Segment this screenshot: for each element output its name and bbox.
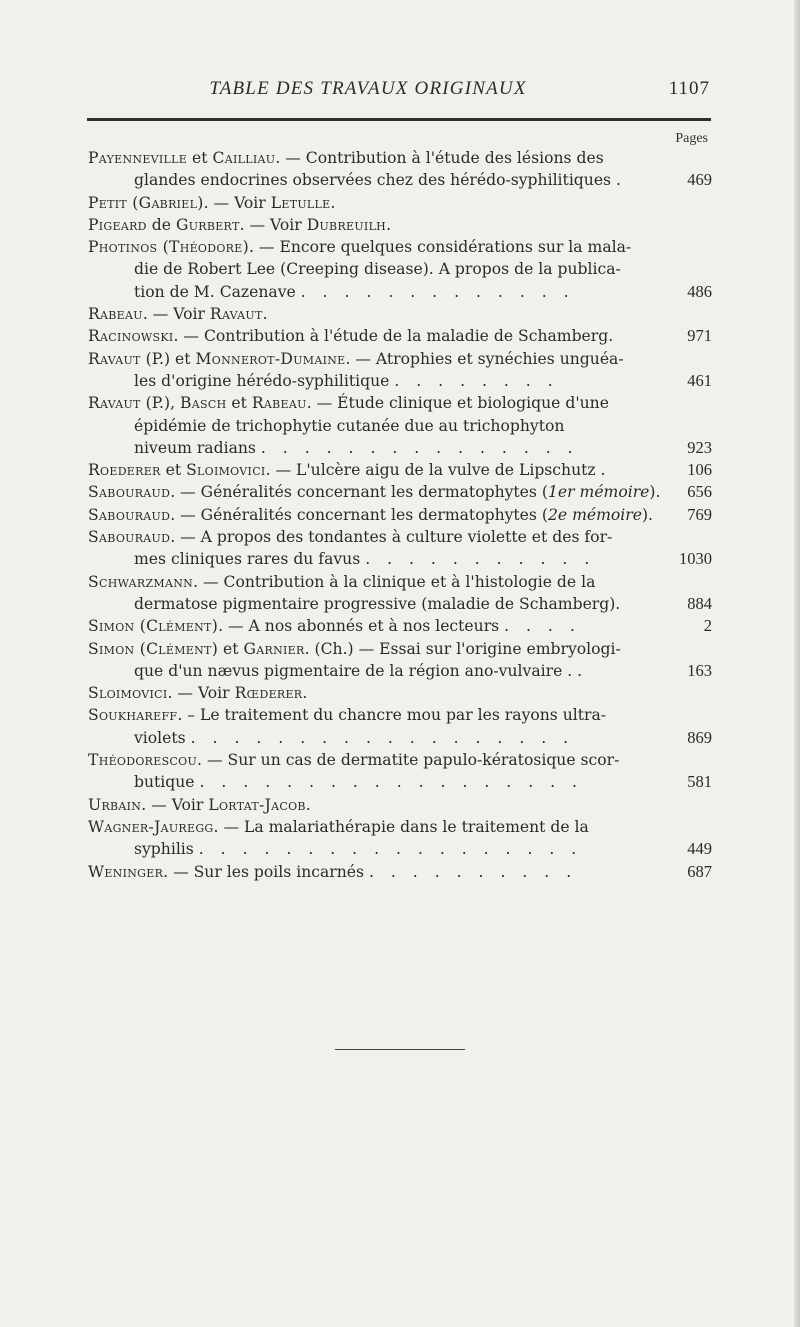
entry-line (88, 682, 650, 704)
entry-text: 1er mémoire (547, 483, 650, 502)
entry-text: . — Contribution à la clinique et à l'histologie de la (193, 572, 596, 591)
entry-text: et (218, 639, 244, 658)
entry-line (88, 169, 650, 191)
leader-dots: . . . . . . . . . . (368, 862, 578, 881)
entry-text: ). (641, 505, 653, 524)
entry-text: et (187, 149, 213, 167)
entry-text: dermatose pigmentaire progressive (maladie de Schamberg). (134, 594, 621, 613)
leader-dots: . . . . . . . . . . . . . . . . . . (190, 728, 575, 747)
author-name: Ravaut (88, 394, 141, 413)
index-entry (88, 348, 712, 393)
entry-line (88, 236, 650, 258)
author-name: Sloimovici (88, 684, 168, 703)
page-ref: 469 (687, 170, 712, 190)
entry-line (88, 571, 650, 593)
author-name: Rabeau (251, 394, 307, 413)
index-entry (88, 682, 712, 704)
entry-text: butique (134, 773, 200, 792)
leader-dots: . . . . (504, 617, 581, 636)
entry-text: . — Atrophies et synéchies unguéa- (345, 349, 624, 368)
entry-text: violets (134, 728, 191, 747)
leader-dots: . . . . . . . . . . . . . . . . . . (199, 773, 583, 792)
running-title: TABLE DES TRAVAUX ORIGINAUX (209, 78, 527, 99)
page-ref: 1030 (679, 549, 712, 569)
author-name: Rœderer (234, 684, 303, 703)
entry-text: glandes endocrines observées chez des hérédo-syphilitiques . (134, 171, 621, 190)
entry-text: . (262, 305, 268, 324)
author-name: Letulle (270, 193, 331, 212)
entry-line (88, 749, 650, 771)
author-name: Petit (Gabriel) (88, 193, 204, 212)
entry-line (88, 704, 650, 726)
end-rule (335, 1049, 465, 1050)
entry-text: mes cliniques rares du favus (134, 550, 366, 569)
entry-text: que d'un nævus pigmentaire de la région ano-vulvaire . . (134, 661, 583, 680)
page-ref: 163 (687, 660, 712, 680)
leader-dots: . . . . . . . . . . . (365, 550, 596, 569)
page-ref: 461 (687, 370, 712, 390)
entry-line (88, 415, 650, 437)
author-name: Gurbert (175, 215, 240, 234)
entry-text: . (386, 215, 392, 234)
entry-text: . (302, 684, 308, 703)
entry-text: et (226, 394, 252, 413)
index-entry (88, 861, 712, 883)
entry-text: de (146, 215, 176, 234)
entry-line (88, 727, 650, 749)
page-ref: 656 (687, 482, 712, 502)
author-name: Urbain (88, 795, 142, 814)
index-entry (88, 392, 712, 459)
author-name: Lortat-Jacob (208, 795, 306, 814)
entry-line (88, 816, 650, 838)
index-entry (88, 526, 712, 571)
entry-line (88, 348, 650, 370)
entry-text: 2e mémoire (547, 505, 642, 524)
index-entry (88, 794, 712, 816)
entry-text: . — Sur les poils incarnés (163, 862, 369, 881)
entry-line (88, 794, 650, 816)
author-name: Monnerot-Dumaine (195, 349, 346, 368)
index-entry (88, 481, 712, 503)
page-ref: 971 (687, 326, 712, 346)
index-entry (88, 325, 712, 347)
index-entry (88, 704, 712, 749)
page-ref: 106 (687, 460, 712, 480)
page-ref: 923 (687, 437, 712, 457)
entry-text: . — Généralités concernant les dermatophytes ( (170, 505, 548, 524)
entry-line (88, 370, 650, 392)
entry-line (88, 459, 650, 481)
entry-text: . (305, 795, 311, 814)
entry-text: ). (649, 483, 661, 502)
entry-text: . — La malariathérapie dans le traitement de la (213, 817, 589, 836)
page-ref: 869 (687, 727, 712, 747)
index-entry (88, 192, 712, 214)
page-edge-shadow (794, 0, 800, 1327)
entry-text: . — Généralités concernant les dermatophytes ( (170, 483, 548, 502)
index-entry (88, 571, 712, 616)
page-ref: 486 (687, 281, 712, 301)
entry-text: . — Voir (239, 215, 307, 234)
author-name: Sabouraud (88, 528, 171, 547)
index-entry (88, 816, 712, 861)
entry-line (88, 325, 650, 347)
author-name: Ravaut (209, 305, 263, 324)
page-ref: 449 (687, 839, 712, 859)
author-name: Wagner-Jauregg (88, 817, 214, 836)
entry-text: . — Voir (141, 795, 209, 814)
entry-text: . — Voir (167, 684, 235, 703)
author-name: Photinos (Théodore) (88, 238, 249, 257)
entry-line (88, 258, 650, 280)
entry-line (88, 771, 650, 793)
author-name: Payenneville (88, 149, 188, 167)
page-ref: 769 (687, 504, 712, 524)
header-rule (87, 118, 711, 121)
entry-line (88, 214, 650, 236)
page-ref: 687 (687, 861, 712, 881)
entry-line (88, 504, 653, 526)
entry-line (88, 638, 650, 660)
author-name: Rabeau (88, 305, 143, 324)
leader-dots: . . . . . . . . . . . . . . . . . . (198, 840, 583, 859)
entry-line (88, 303, 650, 325)
entry-line (88, 437, 650, 459)
entry-text: . – Le traitement du chancre mou par les rayons ultra- (177, 706, 607, 725)
index-entries (88, 147, 712, 883)
entry-text: et (160, 461, 187, 480)
author-name: Basch (180, 394, 227, 413)
index-entry (88, 638, 712, 683)
author-name: Ravaut (88, 349, 141, 368)
entry-text: . — Sur un cas de dermatite papulo-kératosique scor- (197, 751, 620, 770)
entry-line (88, 147, 650, 169)
entry-line (88, 526, 650, 548)
index-entry (88, 236, 712, 303)
author-name: Pigeard (88, 215, 147, 234)
entry-text: . — Voir (203, 193, 271, 212)
entry-text: . — Voir (142, 305, 210, 324)
leader-dots: . . . . . . . . . . . . . . . (260, 438, 579, 457)
entry-text: syphilis (134, 840, 199, 859)
author-name: Simon (Clément) (88, 639, 219, 658)
entry-text: . — Contribution à l'étude des lésions des (275, 149, 604, 167)
entry-text: die de Robert Lee (Creeping disease). A propos de la publica- (134, 260, 621, 279)
entry-line (88, 548, 650, 570)
running-head (88, 78, 710, 108)
entry-line (88, 660, 650, 682)
index-entry (88, 214, 712, 236)
entry-text: tion de M. Cazenave (134, 282, 301, 301)
author-name: Sloimovici (186, 461, 266, 480)
index-entry (88, 147, 712, 192)
index-entry (88, 303, 712, 325)
entry-text: . — A propos des tondantes à culture violette et des for- (170, 528, 613, 547)
entry-line (88, 281, 650, 303)
page-ref: 2 (703, 616, 712, 636)
page-number: 1107 (668, 78, 710, 99)
entry-text: épidémie de trichophytie cutanée due au trichophyton (134, 416, 565, 435)
page-ref: 884 (687, 593, 712, 613)
author-name: Dubreuilh (306, 215, 387, 234)
entry-text: (P.), (140, 394, 181, 413)
author-name: Schwarzmann (88, 572, 194, 591)
author-name: Simon (Clément) (88, 617, 219, 636)
index-entry (88, 459, 712, 481)
entry-line (88, 838, 650, 860)
index-entry (88, 615, 712, 637)
author-name: Théodorescou (88, 751, 198, 770)
entry-line (88, 593, 650, 615)
entry-line (88, 861, 650, 883)
entry-line (88, 481, 661, 503)
author-name: Sabouraud (88, 505, 171, 524)
entry-text: niveum radians (134, 438, 261, 457)
page-ref: 581 (687, 772, 712, 792)
entry-text: les d'origine hérédo-syphilitique (134, 371, 395, 390)
author-name: Weninger (88, 862, 164, 881)
entry-text: . — A nos abonnés et à nos lecteurs (218, 617, 505, 636)
leader-dots: . . . . . . . . . . . . . (300, 282, 575, 301)
author-name: Soukhareff (88, 706, 178, 725)
entry-line (88, 615, 650, 637)
pages-column-label: Pages (675, 131, 708, 146)
entry-text: . (Ch.) — Essai sur l'origine embryologi- (304, 639, 621, 658)
entry-text: . — Encore quelques considérations sur la mala- (248, 238, 632, 257)
author-name: Roederer (88, 461, 161, 480)
author-name: Garnier (243, 639, 305, 658)
entry-text: (P.) et (140, 349, 196, 368)
entry-text: . — Contribution à l'étude de la maladie de Schamberg. (173, 327, 614, 346)
entry-text: . (330, 193, 336, 212)
entry-text: . — L'ulcère aigu de la vulve de Lipschutz . (265, 461, 606, 480)
author-name: Racinowski (88, 327, 174, 346)
index-entry (88, 504, 712, 526)
author-name: Sabouraud (88, 483, 171, 502)
entry-text: . — Étude clinique et biologique d'une (306, 394, 609, 413)
index-entry (88, 749, 712, 794)
author-name: Cailliau (212, 149, 276, 167)
leader-dots: . . . . . . . . (394, 371, 559, 390)
entry-line (88, 392, 650, 414)
entry-line (88, 192, 650, 214)
